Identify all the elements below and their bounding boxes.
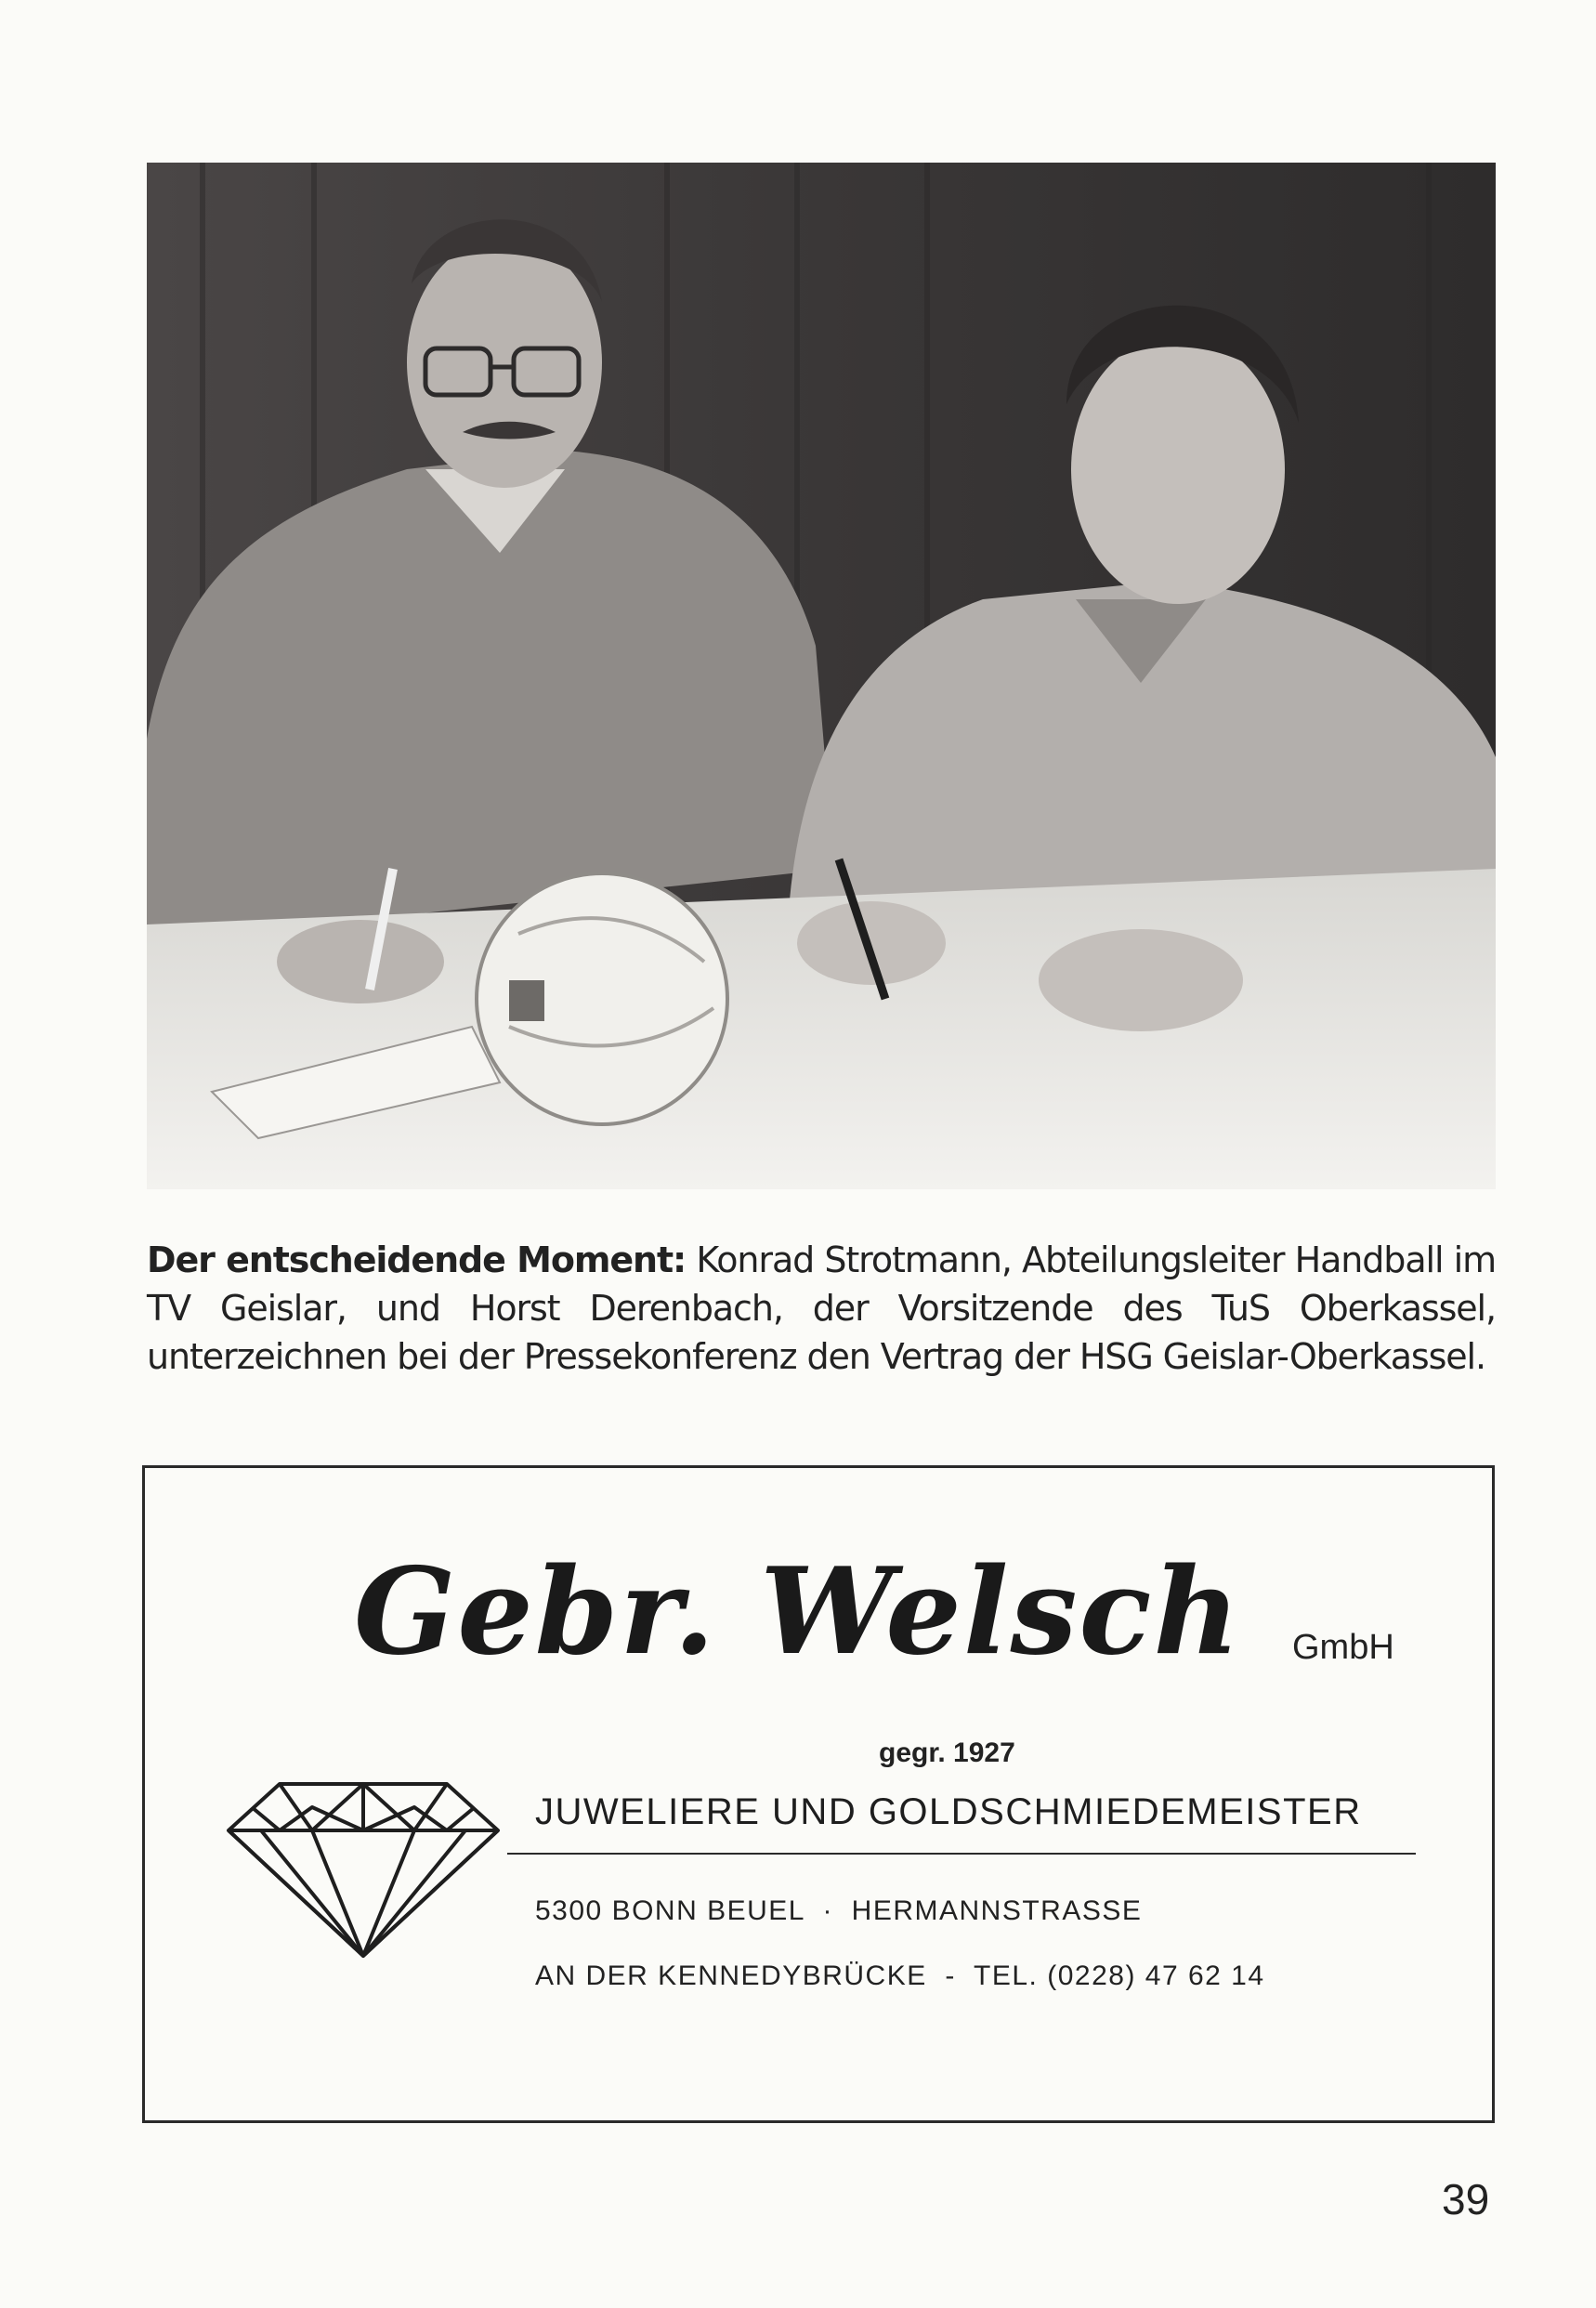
page-number: 39 [1442, 2175, 1490, 2223]
caption-lead: Der entscheidende Moment: [147, 1239, 687, 1280]
founded-year: gegr. 1927 [879, 1738, 1015, 1768]
brand-name: Gebr. Welsch [354, 1542, 1242, 1682]
brand-suffix: GmbH [1292, 1628, 1394, 1667]
diamond-icon [224, 1775, 503, 1960]
signing-photo-illustration [147, 163, 1496, 1189]
address-line-1: 5300 BONN BEUEL · HERMANNSTRASSE [535, 1895, 1143, 1926]
jeweler-advertisement [142, 1465, 1495, 2123]
photo-caption [147, 1236, 1496, 1381]
caption-text: Konrad Strotmann, Abteilungsleiter Handball im TV Geislar, und Horst Derenbach, der Vorsitzende des TuS Oberkassel, unterzeichnen bei der Pressekonferenz den Vertrag der HSG Geislar-Oberkassel. [147, 1239, 1497, 1377]
divider [507, 1853, 1416, 1855]
trade-description: JUWELIERE UND GOLDSCHMIEDEMEISTER [535, 1791, 1362, 1832]
press-photo [147, 163, 1496, 1189]
address-line-2: AN DER KENNEDYBRÜCKE - TEL. (0228) 47 62 14 [535, 1960, 1265, 1991]
